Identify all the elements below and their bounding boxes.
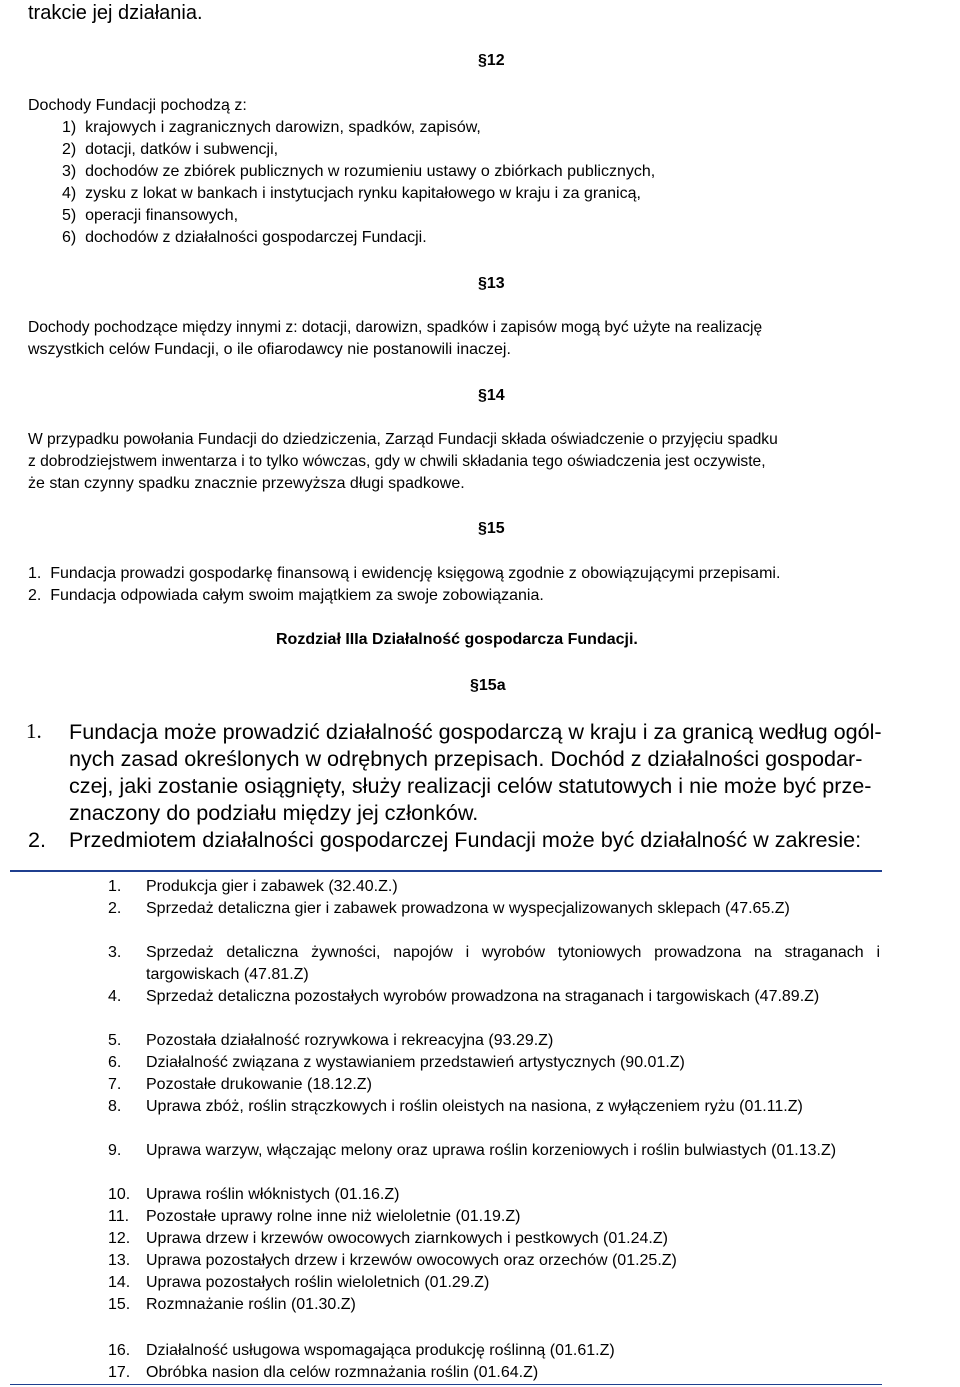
list-item: 3) dochodów ze zbiórek publicznych w rozumieniu ustawy o zbiórkach publicznych, — [62, 163, 656, 180]
section-14-line: W przypadku powołania Fundacji do dziedziczenia, Zarząd Fundacji składa oświadczenie o przyjęciu spadku — [28, 431, 778, 448]
item-text: Obróbka nasion dla celów rozmnażania roślin (01.64.Z) — [146, 1364, 539, 1381]
list-item — [108, 1052, 880, 1074]
item-text: Rozmnażanie roślin (01.30.Z) — [146, 1296, 356, 1313]
section-13-line: wszystkich celów Fundacji, o ile ofiarodawcy nie postanowili inaczej. — [28, 341, 511, 358]
item-number: 4. — [108, 988, 122, 1005]
section-14-heading: §14 — [478, 387, 505, 404]
item-number: 9. — [108, 1142, 122, 1159]
section-15a-p1-line: Fundacja może prowadzić działalność gospodarczą w kraju i za granicą według ogól- — [69, 719, 882, 744]
item-number: 7. — [108, 1076, 122, 1093]
item-number: 5. — [108, 1032, 122, 1049]
list-item — [108, 1250, 880, 1272]
item-text: Uprawa roślin włóknistych (01.16.Z) — [146, 1186, 400, 1203]
item-text: Uprawa warzyw, włączając melony oraz uprawa roślin korzeniowych i roślin bulwiastych (01.13.Z) — [146, 1142, 837, 1159]
list-item: 4) zysku z lokat w bankach i instytucjach rynku kapitałowego w kraju i za granicą, — [62, 185, 641, 202]
list-item — [108, 1294, 880, 1316]
item-text: Sprzedaż detaliczna gier i zabawek prowadzona w wyspecjalizowanych sklepach (47.65.Z) — [146, 900, 790, 917]
item-number: 17. — [108, 1364, 131, 1381]
item-text: Uprawa pozostałych roślin wieloletnich (01.29.Z) — [146, 1274, 490, 1291]
item-number: 13. — [108, 1252, 131, 1269]
list-item — [108, 1140, 880, 1162]
chapter-title: Rozdział IIIa Działalność gospodarcza Fundacji. — [276, 631, 638, 648]
item-number: 1. — [108, 878, 122, 895]
section-15a-p1-line: znaczony do podziału między jej członków. — [69, 800, 479, 825]
list-item — [108, 986, 880, 1008]
section-15-heading: §15 — [478, 520, 505, 537]
section-15a-p2-text: Przedmiotem działalności gospodarczej Fundacji może być działalność w zakresie: — [69, 827, 862, 852]
section-15a-heading: §15a — [470, 677, 506, 694]
section-15a-p1-number: 1. — [26, 719, 42, 743]
list-item — [108, 876, 880, 898]
top-text-fragment: trakcie jej działania. — [28, 2, 203, 24]
item-text: Działalność związana z wystawianiem przedstawień artystycznych (90.01.Z) — [146, 1054, 685, 1071]
list-item: 2) dotacji, datków i subwencji, — [62, 141, 279, 158]
item-text: Uprawa zbóż, roślin strączkowych i roślin oleistych na nasiona, z wyłączeniem ryżu (01.11.Z) — [146, 1098, 803, 1115]
item-text: Sprzedaż detaliczna pozostałych wyrobów prowadzona na straganach i targowiskach (47.89.Z) — [146, 988, 820, 1005]
section-13-line: Dochody pochodzące między innymi z: dotacji, darowizn, spadków i zapisów mogą być użyte na realizację — [28, 319, 763, 336]
list-item: 5) operacji finansowych, — [62, 207, 239, 224]
bottom-divider-rule — [10, 1384, 882, 1385]
item-text: Pozostałe uprawy rolne inne niż wieloletnie (01.19.Z) — [146, 1208, 521, 1225]
list-item — [108, 1096, 880, 1118]
section-15-item: 1. Fundacja prowadzi gospodarkę finansową i ewidencję księgową zgodnie z obowiązującymi przepisami. — [28, 565, 781, 582]
item-number: 15. — [108, 1296, 131, 1313]
section-15-item: 2. Fundacja odpowiada całym swoim majątkiem za swoje zobowiązania. — [28, 587, 544, 604]
item-number: 10. — [108, 1186, 131, 1203]
item-text: Pozostałe drukowanie (18.12.Z) — [146, 1076, 372, 1093]
item-text: Uprawa drzew i krzewów owocowych ziarnkowych i pestkowych (01.24.Z) — [146, 1230, 668, 1247]
section-15a-p1-line: czej, jaki zostanie osiągnięty, służy realizacji celów statutowych i nie może być prze- — [69, 773, 872, 798]
section-12-heading: §12 — [478, 52, 505, 69]
list-item — [108, 942, 880, 986]
list-item — [108, 1184, 880, 1206]
section-14-line: z dobrodziejstwem inwentarza i to tylko wówczas, gdy w chwili składania tego oświadczenia jest oczywiste, — [28, 453, 766, 470]
section-12-intro: Dochody Fundacji pochodzą z: — [28, 97, 247, 114]
list-item — [108, 1272, 880, 1294]
item-number: 12. — [108, 1230, 131, 1247]
list-item — [108, 1074, 880, 1096]
list-item — [108, 898, 880, 920]
item-text: Produkcja gier i zabawek (32.40.Z.) — [146, 878, 398, 895]
section-13-heading: §13 — [478, 275, 505, 292]
section-15a-p2-number: 2. — [28, 827, 47, 852]
item-number: 2. — [108, 900, 122, 917]
section-15a-p1-line: nych zasad określonych w odrębnych przepisach. Dochód z działalności gospodar- — [69, 746, 863, 771]
list-item — [108, 1030, 880, 1052]
divider-rule — [10, 870, 882, 872]
item-text: Uprawa pozostałych drzew i krzewów owocowych oraz orzechów (01.25.Z) — [146, 1252, 677, 1269]
list-item — [108, 1362, 880, 1384]
list-item — [108, 1228, 880, 1250]
section-14-line: że stan czynny spadku znacznie przewyższa długi spadkowe. — [28, 475, 465, 492]
list-item: 1) krajowych i zagranicznych darowizn, spadków, zapisów, — [62, 119, 481, 136]
list-item — [108, 1340, 880, 1362]
item-number: 6. — [108, 1054, 122, 1071]
list-item — [108, 1206, 880, 1228]
item-number: 16. — [108, 1342, 131, 1359]
item-text: Pozostała działalność rozrywkowa i rekreacyjna (93.29.Z) — [146, 1032, 554, 1049]
item-text: Działalność usługowa wspomagająca produkcję roślinną (01.61.Z) — [146, 1342, 615, 1359]
item-text: Sprzedaż detaliczna żywności, napojów i wyrobów tytoniowych prowadzona na straganach i targowiskach (47.81.Z) — [146, 944, 880, 983]
item-number: 11. — [108, 1208, 130, 1225]
item-number: 3. — [108, 944, 122, 961]
item-number: 14. — [108, 1274, 131, 1291]
list-item: 6) dochodów z działalności gospodarczej Fundacji. — [62, 229, 427, 246]
item-number: 8. — [108, 1098, 122, 1115]
